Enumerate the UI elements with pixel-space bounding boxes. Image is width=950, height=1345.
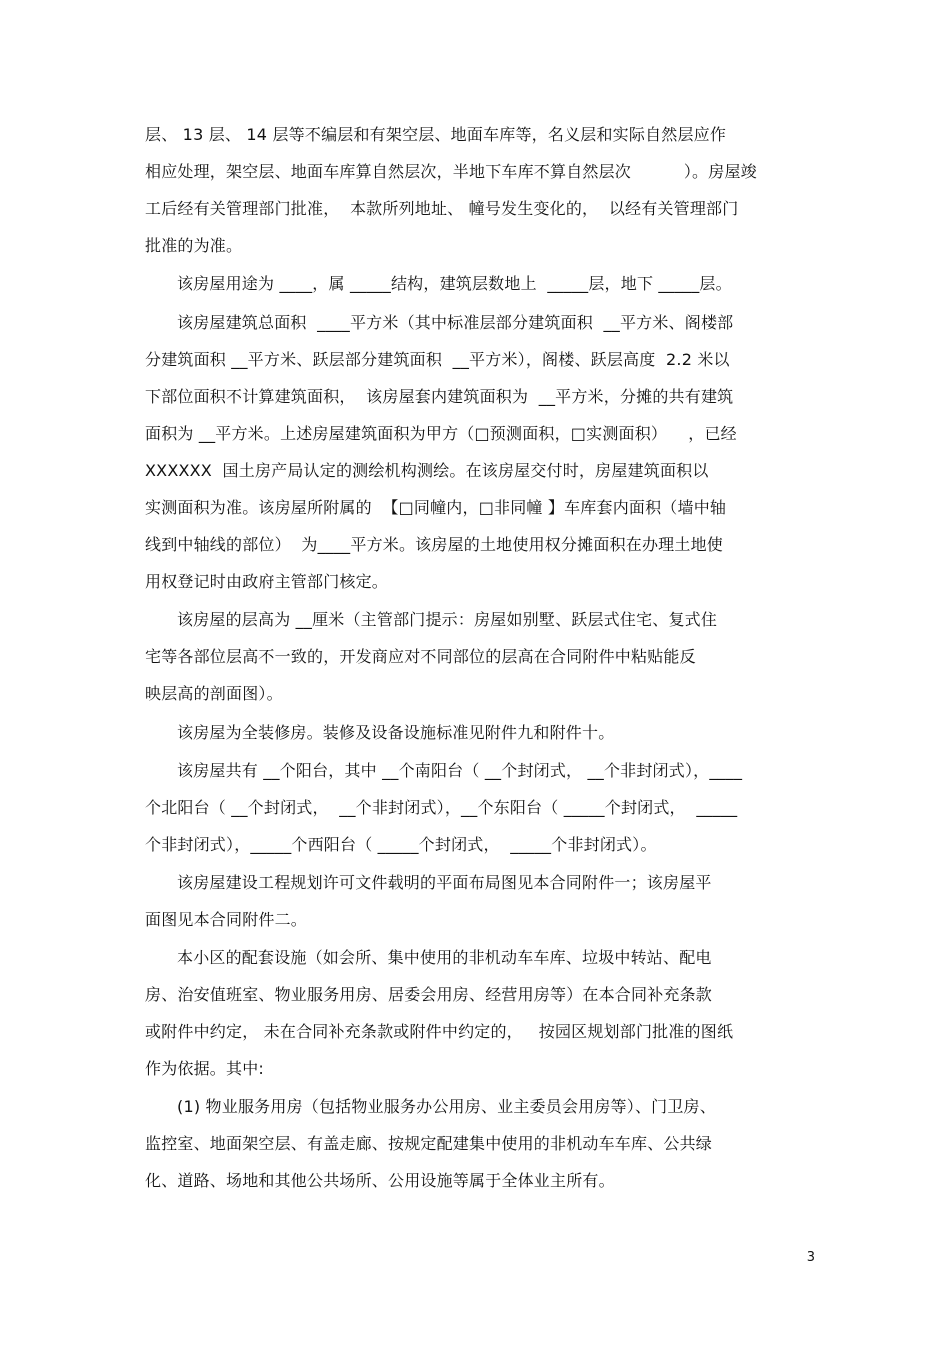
body-text-line: 相应处理，架空层、地面车库算自然层次，半地下车库不算自然层次 ）。房屋竣	[145, 162, 757, 181]
body-text-line: 化、道路、场地和其他公共场所、公用设施等属于全体业主所有。	[145, 1171, 615, 1190]
body-text-line: 面图见本合同附件二。	[145, 910, 308, 929]
body-text-line: XXXXXX 国土房产局认定的测绘机构测绘。在该房屋交付时，房屋建筑面积以	[145, 461, 709, 480]
paragraph-start-line: 该房屋共有 __个阳台，其中 __个南阳台（ __个封闭式， __个非封闭式），____	[177, 761, 743, 780]
body-text-line: 工后经有关管理部门批准， 本款所列地址、 幢号发生变化的， 以经有关管理部门	[145, 199, 739, 218]
paragraph-start-line: 该房屋建筑总面积 ____平方米（其中标准层部分建筑面积 __平方米、阁楼部	[177, 313, 734, 332]
paragraph-start-line: 该房屋建设工程规划许可文件载明的平面布局图见本合同附件一；该房屋平	[177, 873, 712, 892]
body-text-line: 作为依据。其中:	[145, 1059, 264, 1078]
body-text-line: 个非封闭式），_____个西阳台（ _____个封闭式， _____个非封闭式）。	[145, 835, 657, 854]
paragraph-start-line: 本小区的配套设施（如会所、集中使用的非机动车车库、垃圾中转站、配电	[177, 948, 712, 967]
body-text-line: 下部位面积不计算建筑面积， 该房屋套内建筑面积为 __平方米，分摊的共有建筑	[145, 387, 734, 406]
body-text-line: 批准的为准。	[145, 236, 243, 255]
body-text-line: 房、治安值班室、物业服务用房、居委会用房、经营用房等）在本合同补充条款	[145, 985, 713, 1004]
body-text-line: 用权登记时由政府主管部门核定。	[145, 572, 389, 591]
body-text-line: 监控室、地面架空层、有盖走廊、按规定配建集中使用的非机动车车库、公共绿	[145, 1134, 713, 1153]
body-text-line: 个北阳台（ __个封闭式， __个非封闭式），__个东阳台（ _____个封闭式， _____	[145, 798, 738, 817]
body-text-line: 面积为 __平方米。上述房屋建筑面积为甲方（□预测面积，□实测面积） ，已经	[145, 424, 737, 443]
page-number: 3	[806, 1250, 815, 1265]
paragraph-start-line: 该房屋用途为 ____，属 _____结构，建筑层数地上 _____层，地下 _____层。	[177, 274, 732, 293]
body-text-line: 分建筑面积 __平方米、跃层部分建筑面积 __平方米），阁楼、跃层高度 2.2 米以	[145, 350, 730, 369]
paragraph-start-line: 该房屋的层高为 __厘米（主管部门提示：房屋如别墅、跃层式住宅、复式住	[177, 610, 718, 629]
body-text-line: 映层高的剖面图）。	[145, 684, 283, 703]
body-text-line: 层、 13 层、 14 层等不编层和有架空层、地面车库等，名义层和实际自然层应作	[145, 125, 727, 144]
body-text-line: 线到中轴线的部位） 为____平方米。该房屋的土地使用权分摊面积在办理土地使	[145, 535, 723, 554]
body-text-line: 实测面积为准。该房屋所附属的 【□同幢内，□非同幢 】车库套内面积（墙中轴	[145, 498, 727, 517]
paragraph-start-line: (1) 物业服务用房（包括物业服务办公用房、业主委员会用房等）、门卫房、	[177, 1097, 716, 1116]
body-text-line: 或附件中约定， 未在合同补充条款或附件中约定的， 按园区规划部门批准的图纸	[145, 1022, 734, 1041]
body-text-line: 宅等各部位层高不一致的，开发商应对不同部位的层高在合同附件中粘贴能反	[145, 647, 696, 666]
paragraph-start-line: 该房屋为全装修房。装修及设备设施标准见附件九和附件十。	[177, 723, 615, 742]
